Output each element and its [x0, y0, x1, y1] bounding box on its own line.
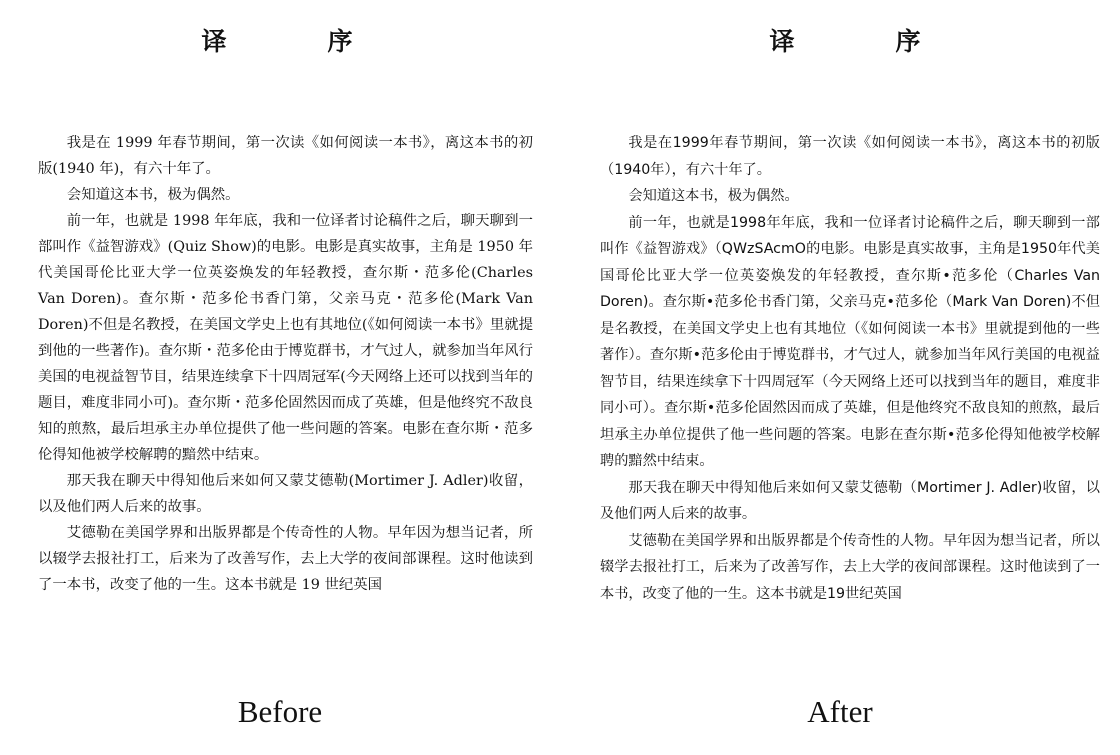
before-caption: Before: [237, 694, 323, 729]
before-page: [22, 0, 532, 690]
paragraph: 会知道这本书，极为偶然。: [628, 188, 799, 204]
paragraph: 我是在 1999 年春节期间，第一次读《如何阅读一本书》，离这本书的初版(1940 年)，有六十年了。: [38, 135, 533, 177]
paragraph: 艾德勒在美国学界和出版界都是个传奇性的人物。早年因为想当记者，所以辍学去报社打工，后来为了改善写作，去上大学的夜间部课程。这时他读到了一本书，改变了他的一生。这本书就是19世纪英国: [600, 532, 1100, 602]
page-title: 译 序: [201, 27, 391, 56]
after-page: [590, 0, 1100, 690]
paragraph: 那天我在聊天中得知他后来如何又蒙艾德勒(Mortimer J. Adler)收留，以及他们两人后来的故事。: [38, 473, 533, 515]
page-body: [38, 130, 533, 598]
page-body: [600, 130, 1100, 607]
paragraph: 我是在1999年春节期间，第一次读《如何阅读一本书》，离这本书的初版（1940年），有六十年了。: [600, 135, 1100, 178]
paragraph: 前一年，也就是1998年年底，我和一位译者讨论稿件之后，聊天聊到一部叫作《益智游戏》（QWzSAcmO的电影。电影是真实故事，主角是1950年代美国哥伦比亚大学一位英姿焕发的年轻教授，查尔斯•范多伦（Charles Van Doren)。查尔斯•范多伦书香门第，父亲马克•范多伦（Mark Van Doren)不但是名教授，在美国文学史上也有其地位（《如何阅读一本书》里就提到他的一些著作）。查尔斯•范多伦由于博览群书，才气过人，就参加当年风行美国的电视益智节目，结果连续拿下十四周冠军（今天网络上还可以找到当年的题目，难度非同小可）。查尔斯•范多伦固然因而成了英雄，但是他终究不敌良知的煎熬，最后坦承主办单位提供了他一些问题的答案。电影在查尔斯•范多伦得知他被学校解聘的黯然中结束。: [600, 214, 1100, 469]
paragraph: 艾德勒在美国学界和出版界都是个传奇性的人物。早年因为想当记者，所以辍学去报社打工，后来为了改善写作，去上大学的夜间部课程。这时他读到了一本书，改变了他的一生。这本书就是 19 世纪英国: [38, 525, 533, 593]
paragraph: 会知道这本书，极为偶然。: [66, 187, 240, 203]
paragraph: 前一年，也就是 1998 年年底，我和一位译者讨论稿件之后，聊天聊到一部叫作《益智游戏》(Quiz Show)的电影。电影是真实故事，主角是 1950 年代美国哥伦比亚大学一位英姿焕发的年轻教授，查尔斯・范多伦(Charles Van Doren)。查尔斯・范多伦书香门第，父亲马克・范多伦(Mark Van Doren)不但是名教授，在美国文学史上也有其地位(《如何阅读一本书》里就提到他的一些著作)。查尔斯・范多伦由于博览群书，才气过人，就参加当年风行美国的电视益智节目，结果连续拿下十四周冠军(今天网络上还可以找到当年的题目，难度非同小可)。查尔斯・范多伦固然因而成了英雄，但是他终究不敌良知的煎熬，最后坦承主办单位提供了他一些问题的答案。电影在查尔斯・范多伦得知他被学校解聘的黯然中结束。: [38, 213, 534, 463]
page-title: 译 序: [769, 27, 959, 56]
after-caption: After: [807, 694, 873, 729]
paragraph: 那天我在聊天中得知他后来如何又蒙艾德勒（Mortimer J. Adler)收留，以及他们两人后来的故事。: [600, 479, 1100, 522]
